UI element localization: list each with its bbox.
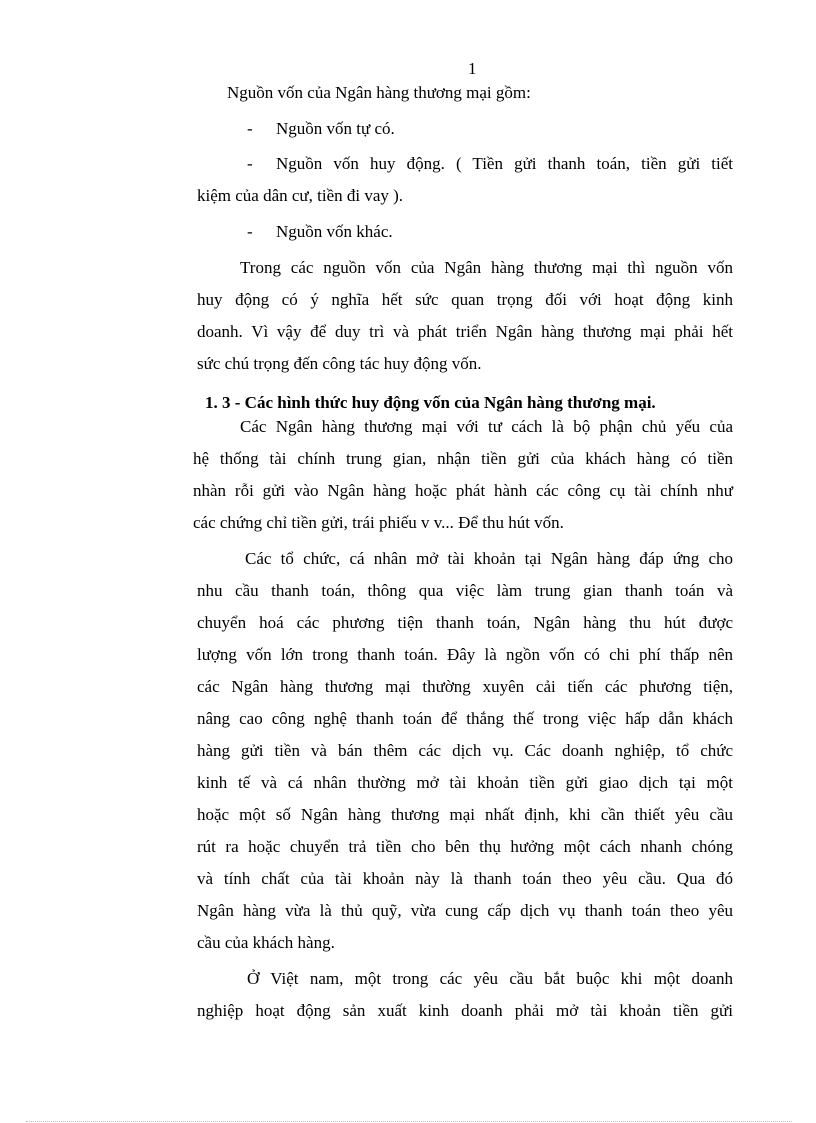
page-number: 1 (468, 59, 477, 78)
paragraph-line: Các tổ chức, cá nhân mở tài khoản tại Ngân hàng đáp ứng cho (245, 549, 733, 568)
paragraph-line: các chứng chỉ tiền gửi, trái phiếu v v... Để thu hút vốn. (193, 513, 564, 532)
bullet-continuation: kiệm của dân cư, tiền đi vay ). (197, 186, 404, 205)
paragraph-line: huy động có ý nghĩa hết sức quan trọng đối với hoạt động kinh (197, 290, 733, 309)
paragraph-line: và tính chất của tài khoản này là thanh toán theo yêu cầu. Qua đó (197, 869, 733, 888)
paragraph-line: sức chú trọng đến công tác huy động vốn. (197, 354, 482, 373)
paragraph-line: nâng cao công nghệ thanh toán để thắng thế trong việc hấp dẫn khách (197, 709, 733, 728)
paragraph-line: kinh tế và cá nhân thường mở tài khoản tiền gửi giao dịch tại một (197, 773, 733, 792)
paragraph-line: hoặc một số Ngân hàng thương mại nhất định, khi cần thiết yêu cầu (197, 805, 733, 824)
bullet-item: Nguồn vốn khác. (276, 222, 393, 241)
bullet-dash: - (247, 119, 253, 138)
page-bottom-border (26, 1121, 792, 1122)
paragraph-line: nhu cầu thanh toán, thông qua việc làm trung gian thanh toán và (197, 581, 733, 600)
paragraph-line: Ngân hàng vừa là thủ quỹ, vừa cung cấp dịch vụ thanh toán theo yêu (197, 901, 733, 920)
bullet-dash: - (247, 154, 253, 173)
bullet-item: Nguồn vốn huy động. ( Tiền gửi thanh toán, tiền gửi tiết (276, 154, 733, 173)
paragraph-line: nghiệp hoạt động sản xuất kinh doanh phải mở tài khoản tiền gửi (197, 1001, 733, 1020)
paragraph-line: rút ra hoặc chuyển trả tiền cho bên thụ hưởng một cách nhanh chóng (197, 837, 733, 856)
paragraph-line: Ở Việt nam, một trong các yêu cầu bắt buộc khi một doanh (247, 969, 733, 988)
paragraph-line: Trong các nguồn vốn của Ngân hàng thương mại thì nguồn vốn (240, 258, 733, 277)
intro-line: Nguồn vốn của Ngân hàng thương mại gồm: (227, 83, 531, 102)
paragraph-line: hệ thống tài chính trung gian, nhận tiền gửi của khách hàng có tiền (193, 449, 733, 468)
paragraph-line: lượng vốn lớn trong thanh toán. Đây là ngồn vốn có chi phí thấp nên (197, 645, 733, 664)
paragraph-line: doanh. Vì vậy để duy trì và phát triển Ngân hàng thương mại phải hết (197, 322, 733, 341)
paragraph-line: nhàn rỗi gửi vào Ngân hàng hoặc phát hành các công cụ tài chính như (193, 481, 733, 500)
bullet-dash: - (247, 222, 253, 241)
bullet-item: Nguồn vốn tự có. (276, 119, 395, 138)
paragraph-line: chuyển hoá các phương tiện thanh toán, Ngân hàng thu hút được (197, 613, 733, 632)
section-heading: 1. 3 - Các hình thức huy động vốn của Ngân hàng thương mại. (205, 393, 656, 412)
paragraph-line: Các Ngân hàng thương mại với tư cách là bộ phận chủ yếu của (240, 417, 733, 436)
paragraph-line: hàng gửi tiền và bán thêm các dịch vụ. Các doanh nghiệp, tổ chức (197, 741, 733, 760)
paragraph-line: cầu của khách hàng. (197, 933, 335, 952)
paragraph-line: các Ngân hàng thương mại thường xuyên cải tiến các phương tiện, (197, 677, 733, 696)
